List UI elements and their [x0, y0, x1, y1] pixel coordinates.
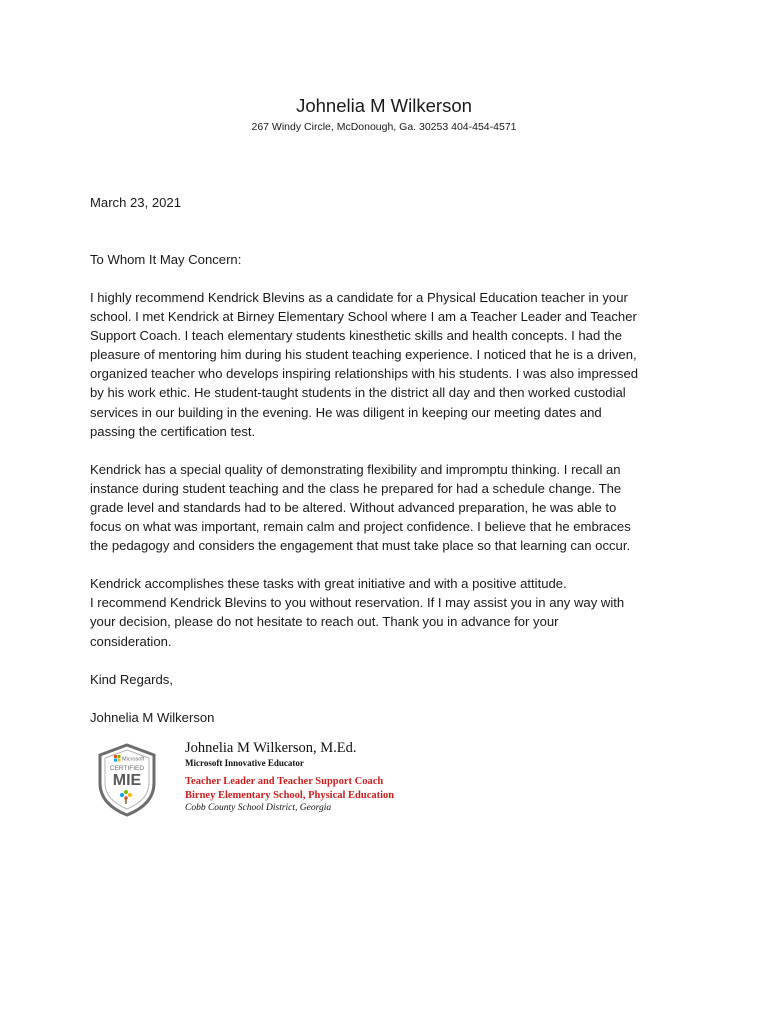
body-line: focus on what was important, remain calm and project confidence. I believe that he embraces — [90, 519, 631, 535]
body-line: instance during student teaching and the class he prepared for had a schedule change. The — [90, 480, 622, 496]
body-line: Support Coach. I teach elementary students kinesthetic skills and health concepts. I had the — [90, 328, 623, 344]
body-line: pleasure of mentoring him during his student teaching experience. I noticed that he is a driven, — [90, 347, 637, 363]
body-line: school. I met Kendrick at Birney Elementary School where I am a Teacher Leader and Teacher — [90, 309, 637, 325]
badge-label-top: CERTIFIED — [109, 765, 145, 772]
body-line: by his work ethic. He student-taught students in the district all day and then worked custodial — [90, 385, 626, 401]
valediction — [90, 670, 680, 689]
body-line: I highly recommend Kendrick Blevins as a candidate for a Physical Education teacher in your — [90, 290, 628, 305]
paragraph-closing — [90, 574, 680, 650]
body-line: Kendrick accomplishes these tasks with great initiative and with a positive attitude. — [90, 576, 567, 592]
signature-role: Teacher Leader and Teacher Support Coach — [185, 776, 384, 787]
typed-signature — [90, 708, 680, 727]
signature-title: Microsoft Innovative Educator — [185, 758, 304, 768]
body-line: I recommend Kendrick Blevins to you without reservation. If I may assist you in any way with — [90, 595, 625, 611]
paragraph-flexibility — [90, 460, 680, 555]
letterhead-address: 267 Windy Circle, McDonough, Ga. 30253 404-454-4571 — [251, 121, 517, 133]
body-line: the pedagogy and considers the engagement that must take place so that learning can occur. — [90, 538, 631, 554]
badge-brand: Microsoft — [122, 756, 145, 763]
badge-label-main: MIE — [112, 772, 142, 789]
body-line: Kind Regards, — [90, 671, 173, 687]
letterhead-name: Johnelia M Wilkerson — [296, 95, 472, 116]
salutation: To Whom It May Concern: — [90, 252, 242, 267]
signature-school: Birney Elementary School, Physical Education — [185, 789, 395, 801]
mie-certified-badge-icon — [96, 743, 158, 817]
email-signature-block — [96, 740, 476, 820]
body-line: organized teacher who develops inspiring relationships with his students. I was also impressed — [90, 366, 639, 382]
paragraph-recommendation — [90, 288, 680, 441]
letter-body — [90, 288, 680, 746]
body-line: passing the certification test. — [90, 423, 256, 439]
body-line: your decision, please do not hesitate to reach out. Thank you in advance for your — [90, 614, 559, 630]
signature-district: Cobb County School District, Georgia — [185, 803, 332, 813]
letter-date: March 23, 2021 — [90, 195, 181, 210]
signature-text — [185, 740, 394, 815]
body-line: grade level and standards had to be altered. Without advanced preparation, he was able to — [90, 499, 617, 515]
body-line: Kendrick has a special quality of demonstrating flexibility and impromptu thinking. I recall an — [90, 461, 621, 477]
body-line: services in our building in the evening. He was diligent in keeping our meeting dates and — [90, 404, 602, 420]
body-line: Johnelia M Wilkerson — [90, 709, 215, 725]
body-line: consideration. — [90, 633, 172, 649]
signature-name: Johnelia M Wilkerson, M.Ed. — [185, 740, 357, 756]
